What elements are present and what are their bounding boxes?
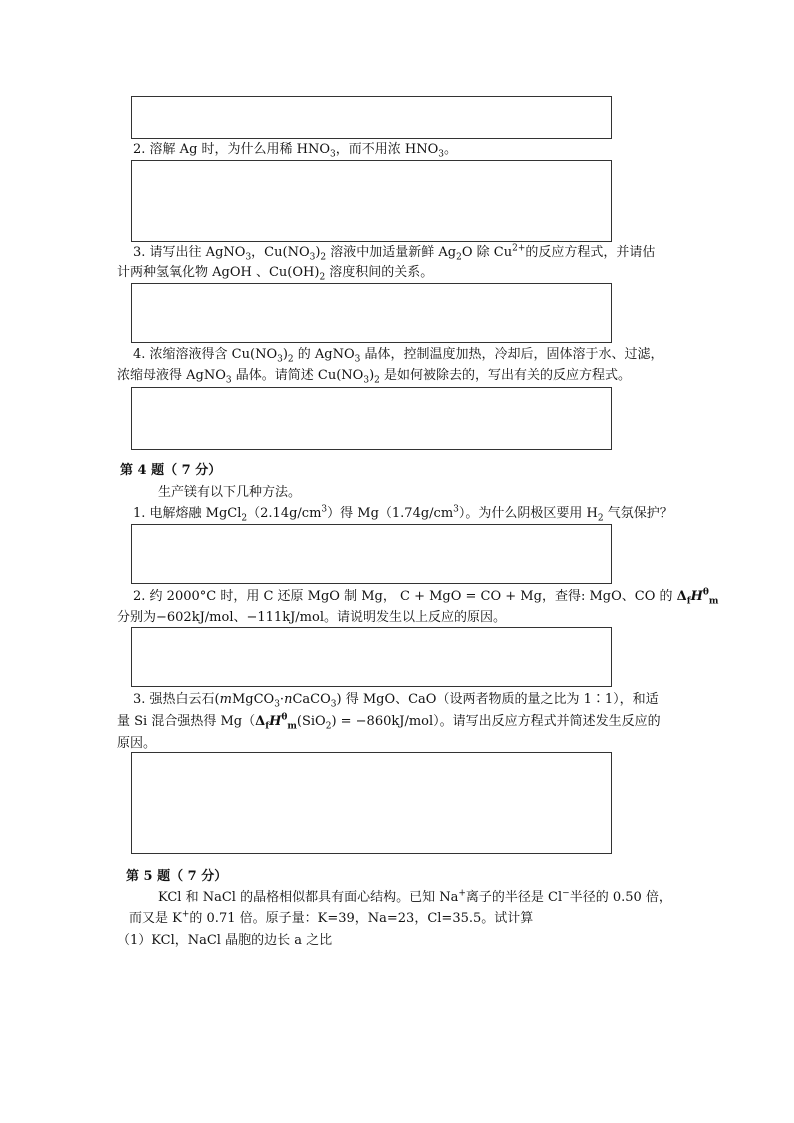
question-4-line-1: 4. 浓缩溶液得含 $Cu(NO_3)_2$ 的 AgNO$_3$ 晶体，控制温度加热，冷却后，固体溶于水、过滤， (133, 347, 664, 365)
answer-box-1[interactable] (131, 96, 612, 139)
answer-box-5[interactable] (131, 524, 612, 584)
section-4-heading: 第 4 题（ 7 分） (120, 463, 222, 478)
answer-box-3[interactable] (131, 283, 612, 343)
section-4-question-1: 1. 电解熔融 $MgCl_2(2.14g/cm^3)$得 $Mg(1.74g/cm^3)$。为什么阴极区要用 $H_2$ 气氛保护？ (133, 504, 673, 524)
answer-box-4[interactable] (131, 387, 612, 450)
question-2-text: 2. 溶解 Ag 时，为什么用稀 $HNO_3$，而不用浓 $HNO_3$。 (133, 142, 458, 160)
section-4-question-3-line-1: 3. 强热白云石(mMgCO$_3$·nCaCO$_3$) 得 MgO、CaO（设两者物质的量之比为 1∶1），和适 (133, 692, 659, 710)
section-4-intro: 生产镁有以下几种方法。 (158, 485, 302, 500)
answer-box-7[interactable] (131, 752, 612, 854)
section-4-question-2-line-2: 分别为−602kJ/mol、−111kJ/mol。请说明发生以上反应的原因。 (117, 610, 506, 625)
section-4-question-2-line-1: 2. 约 2000°C 时，用 C 还原 MgO 制 Mg， C + MgO = CO + Mg，查得: MgO、CO 的 $\Delta_fH^\theta_m$ (133, 587, 719, 607)
section-5-line-3: （1）KCl，NaCl 晶胞的边长 a 之比 (117, 933, 333, 948)
section-4-question-3-line-2: 量 Si 混合强热得 $Mg(\Delta_fH^\theta_m(SiO_2) = -860kJ/mol)$。请写出反应方程式并简述发生反应的 (117, 712, 661, 732)
question-3-line-2: 计两种氢氧化物 AgOH 、$Cu(OH)_2$ 溶度积间的关系。 (117, 265, 434, 283)
answer-box-6[interactable] (131, 627, 612, 687)
answer-box-2[interactable] (131, 160, 612, 242)
section-5-heading: 第 5 题（ 7 分） (126, 869, 228, 884)
question-4-line-2: 浓缩母液得 AgNO$_3$ 晶体。请简述 $Cu(NO_3)_2$ 是如何被除去的，写出有关的反应方程式。 (117, 368, 632, 386)
question-3-line-1: 3. 请写出往 AgNO$_3$，$Cu(NO_3)_2$ 溶液中加适量新鲜 $Ag_2O$ 除 $Cu^{2+}$的反应方程式，并请估 (133, 243, 656, 263)
section-5-line-1: KCl 和 NaCl 的晶格相似都具有面心结构。已知 Na+离子的半径是 Cl−半径的 0.50 倍， (158, 888, 672, 905)
section-4-question-3-line-3: 原因。 (117, 736, 157, 751)
section-5-line-2: 而又是 K+的 0.71 倍。原子量：K=39，Na=23，Cl=35.5。试计算 (129, 909, 534, 926)
